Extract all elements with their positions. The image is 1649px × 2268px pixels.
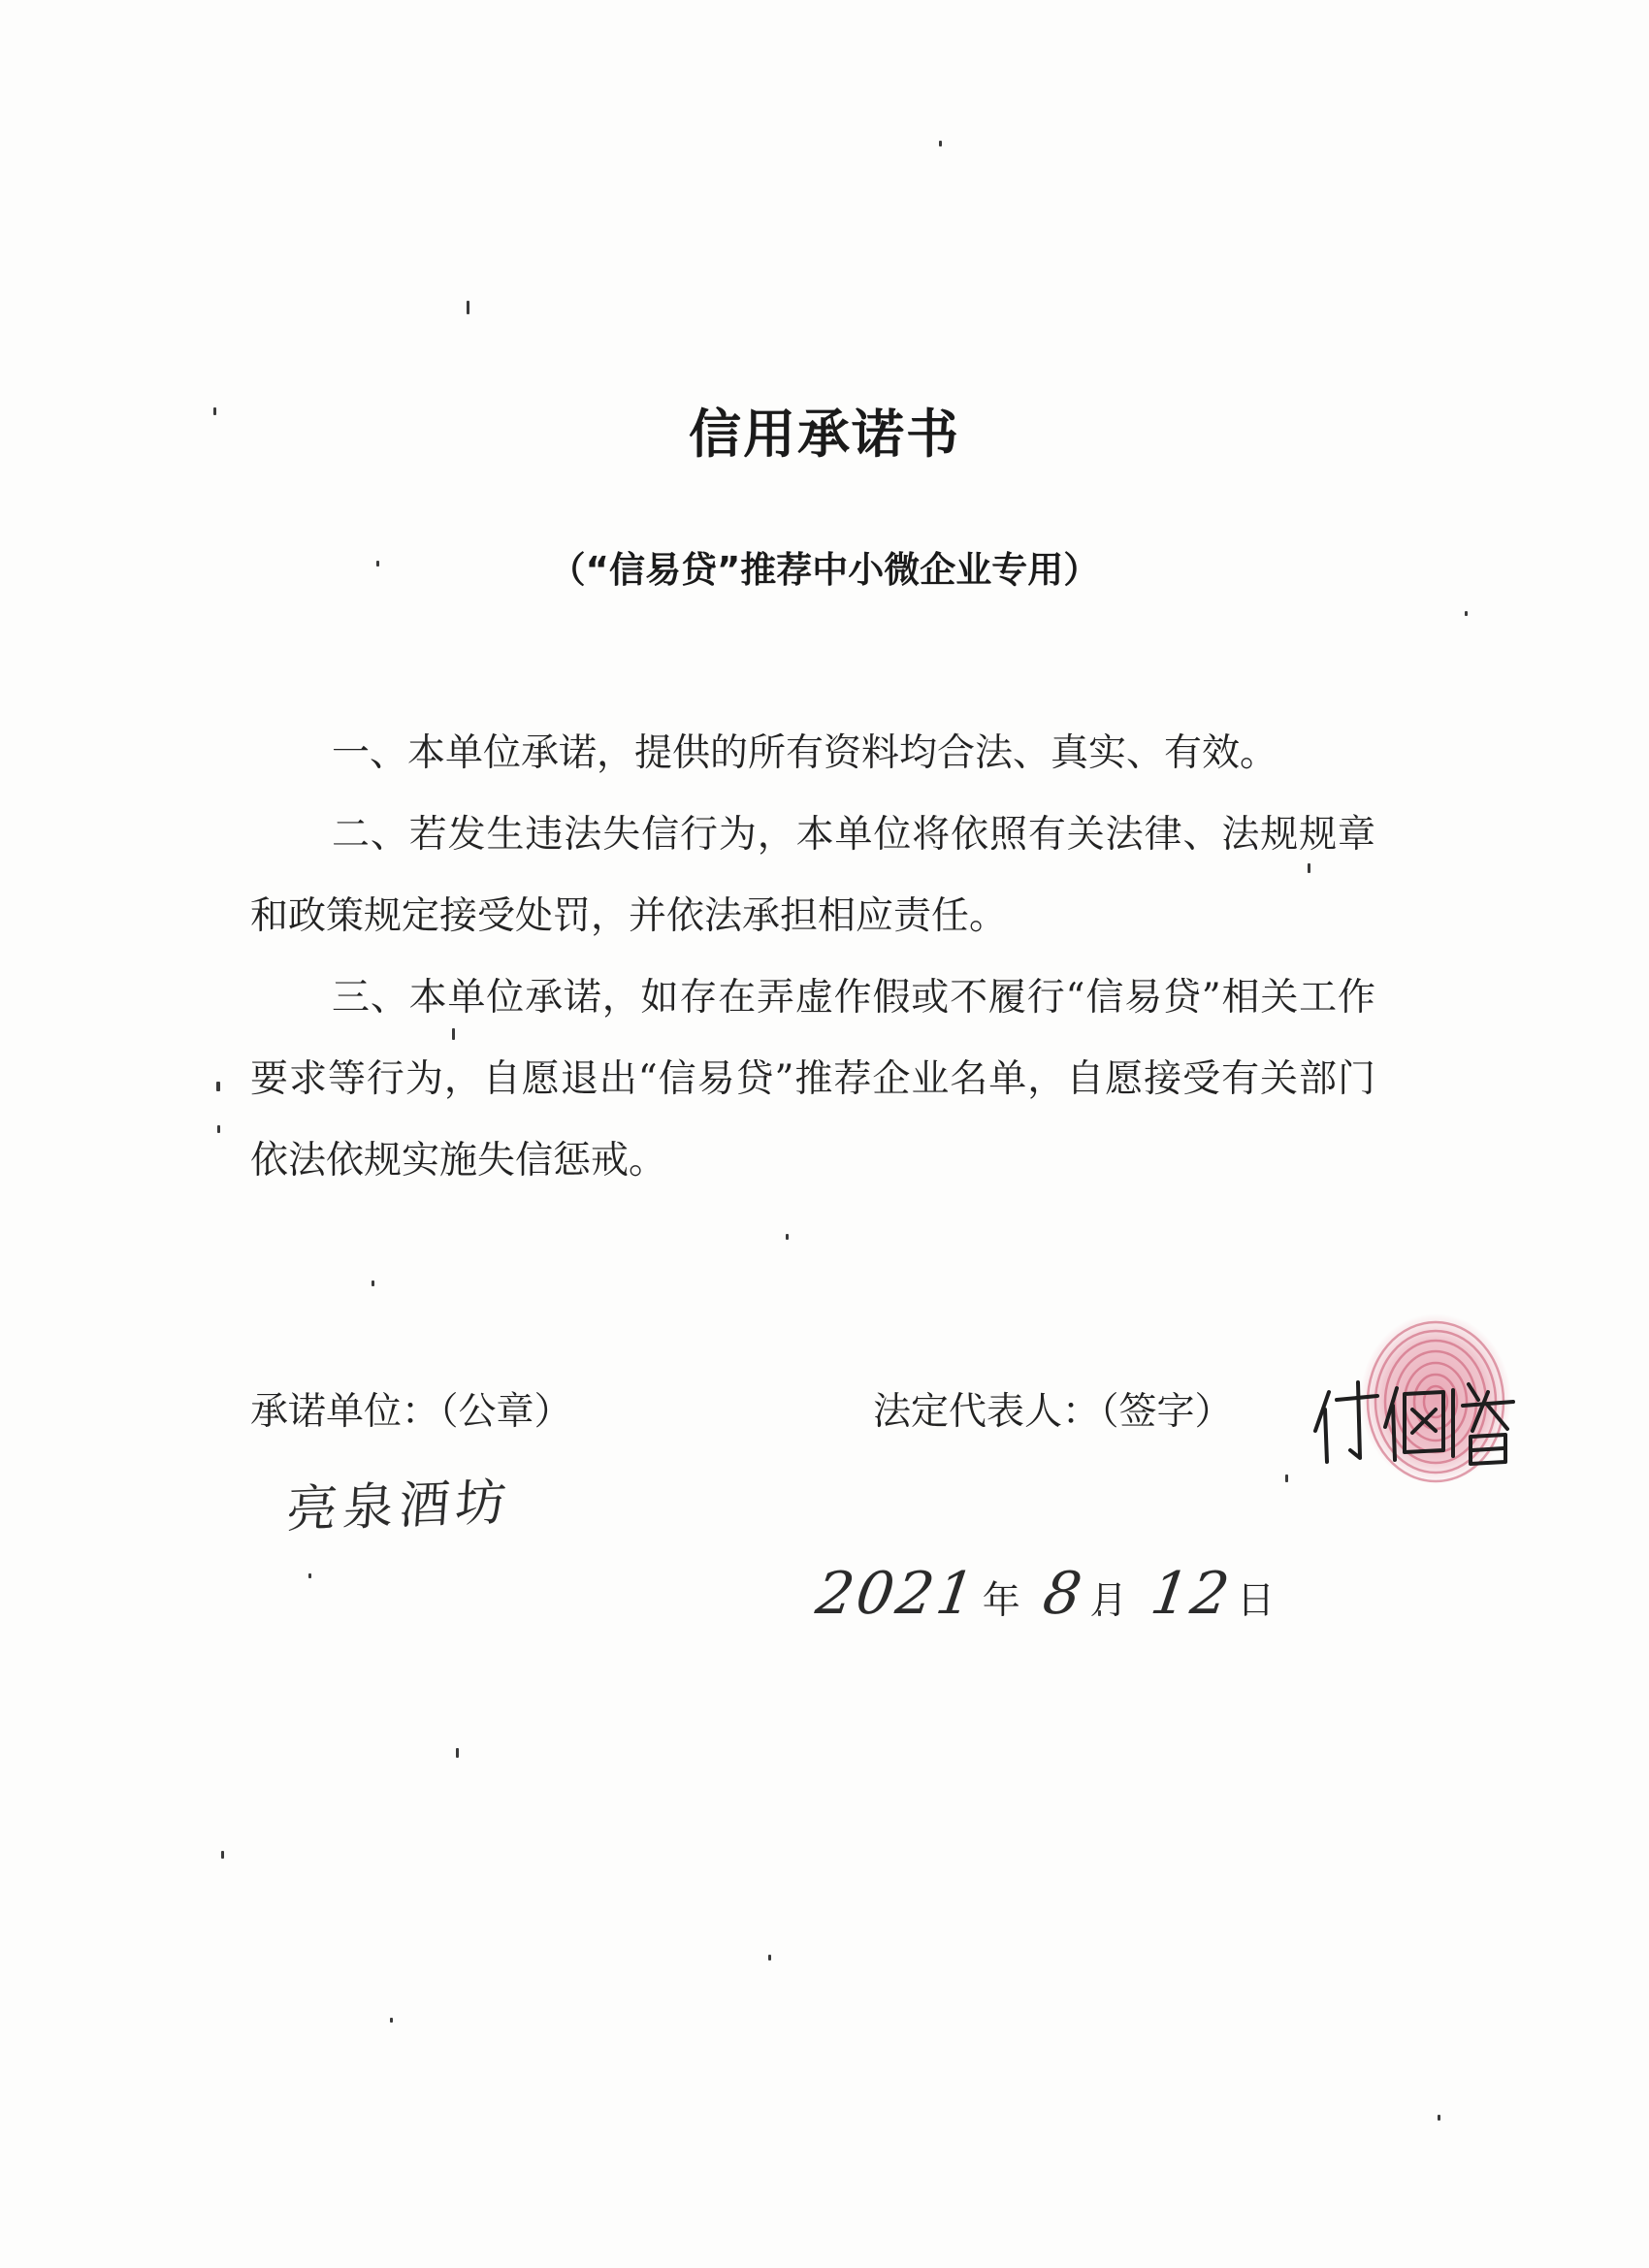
date-year-unit: 年: [982, 1579, 1020, 1623]
legal-representative-label: 法定代表人：（签字）: [873, 1390, 1233, 1434]
scan-speck: [217, 1125, 220, 1133]
signing-date: [812, 1560, 1286, 1637]
scan-speck: [1438, 2115, 1440, 2121]
scan-speck: [456, 1748, 459, 1758]
scan-speck: [221, 1851, 224, 1859]
scan-speck: [939, 141, 942, 146]
document-title: 信用承诺书: [689, 404, 960, 465]
date-day-handwritten: 12: [1146, 1560, 1237, 1628]
scan-speck: [216, 1082, 220, 1091]
date-month-unit: 月: [1089, 1579, 1128, 1623]
scan-speck: [786, 1234, 789, 1240]
commitment-body: [250, 713, 1375, 1202]
date-month-handwritten: 8: [1039, 1560, 1089, 1628]
scan-speck: [1465, 611, 1468, 616]
scan-speck: [1285, 1474, 1288, 1482]
document-subtitle: （“信易贷”推荐中小微企业专用）: [549, 549, 1100, 591]
scan-speck: [467, 301, 469, 314]
commitment-clause-1: 一、本单位承诺，提供的所有资料均合法、真实、有效。: [332, 731, 1278, 775]
committing-unit-label: 承诺单位：（公章）: [250, 1390, 572, 1434]
scan-speck: [768, 1955, 771, 1960]
commitment-clause-3: 三、本单位承诺，如存在弄虚作假或不履行“信易贷”相关工作要求等行为，自愿退出“信易贷”推荐企业名单，自愿接受有关部门依法依规实施失信惩戒。: [250, 976, 1375, 1183]
date-day-unit: 日: [1237, 1579, 1276, 1623]
scan-speck: [390, 2018, 393, 2023]
legal-representative-signature: [1308, 1363, 1521, 1470]
date-year-handwritten: 2021: [812, 1560, 982, 1628]
scan-speck: [372, 1280, 374, 1286]
scan-speck: [308, 1573, 311, 1578]
commitment-clause-2: 二、若发生违法失信行为，本单位将依照有关法律、法规规章和政策规定接受处罚，并依法承担相应责任。: [250, 813, 1375, 938]
handwritten-company-name: 亮泉酒坊: [284, 1473, 514, 1540]
